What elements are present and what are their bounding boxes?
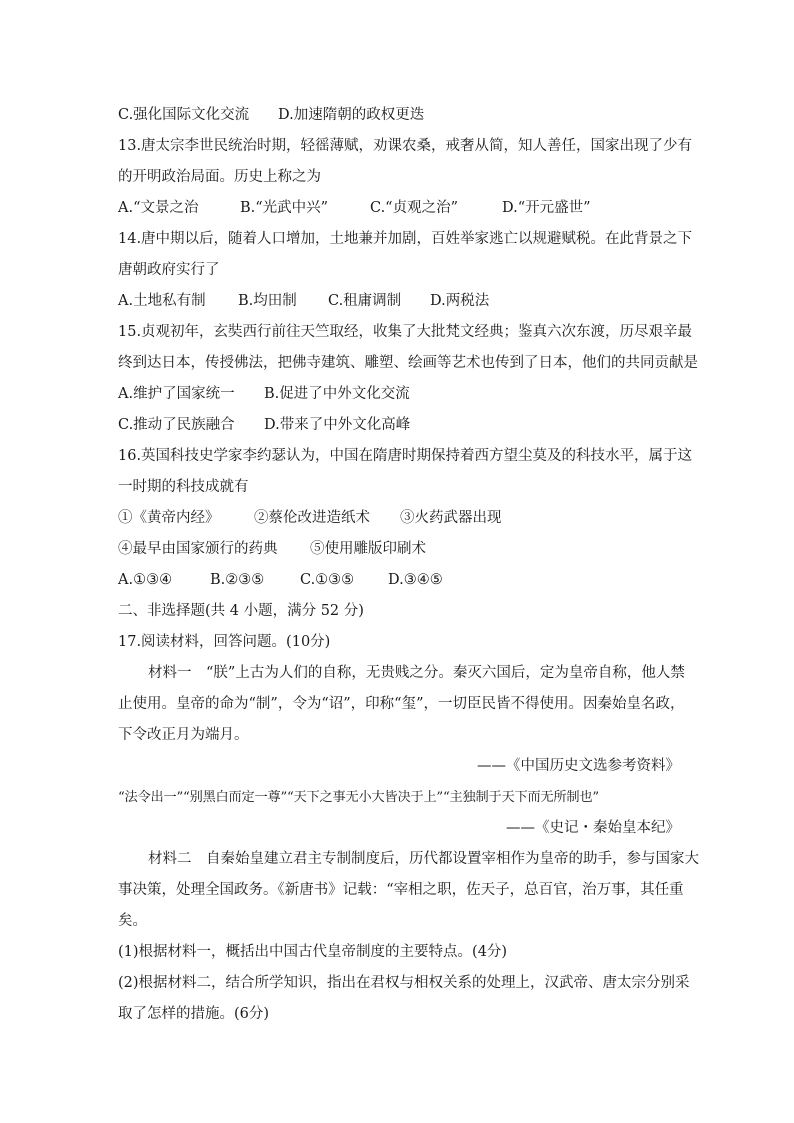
q13-stem-line2: 的开明政治局面。历史上称之为 — [118, 169, 321, 185]
q13-option-b: B.“光武中兴” — [240, 200, 329, 216]
q15-option-c: C.推动了民族融合 — [118, 417, 235, 433]
q12-option-c: C.强化国际文化交流 — [118, 107, 250, 123]
q16-stem-line1: 16.英国科技史学家李约瑟认为，中国在隋唐时期保持着西方望尘莫及的科技水平，属于这 — [118, 448, 693, 464]
q16-option-a: A.①③④ — [118, 572, 173, 588]
q14-option-d: D.两税法 — [430, 293, 490, 309]
q15-stem-line2: 终到达日本，传授佛法，把佛寺建筑、雕塑、绘画等艺术也传到了日本，他们的共同贡献是 — [118, 355, 698, 371]
section2-heading: 二、非选择题(共 4 小题，满分 52 分) — [118, 603, 364, 619]
q12-options-cd — [118, 100, 680, 131]
q12-option-d: D.加速隋朝的政权更迭 — [278, 107, 425, 123]
q16-items-row2 — [118, 534, 680, 565]
q17-stem: 17.阅读材料，回答问题。(10分) — [118, 634, 331, 650]
q16-item-3: ③火药武器出现 — [400, 510, 502, 526]
q13-stem-line1: 13.唐太宗李世民统治时期，轻徭薄赋，劝课农桑，戒奢从简，知人善任，国家出现了少有 — [118, 138, 693, 154]
q13-option-c: C.“贞观之治” — [370, 200, 459, 216]
q16-item-2: ②蔡伦改进造纸术 — [254, 510, 370, 526]
q16-option-c: C.①③⑤ — [300, 572, 355, 588]
q16-item-4: ④最早由国家颁行的药典 — [118, 541, 278, 557]
q14-option-a: A.土地私有制 — [118, 293, 206, 309]
q17-material2-line1: 材料二 自秦始皇建立君主专制制度后，历代都设置宰相作为皇帝的助手，参与国家大 — [148, 851, 699, 867]
q16-options — [118, 565, 680, 596]
q14-stem-line2: 唐朝政府实行了 — [118, 262, 220, 278]
q16-item-1: ①《黄帝内经》 — [118, 510, 220, 526]
q14-option-c: C.租庸调制 — [328, 293, 402, 309]
q17-material2-line3: 矣。 — [118, 913, 147, 929]
q15-option-b: B.促进了中外文化交流 — [264, 386, 410, 402]
q17-quote-line: “法令出一”“别黑白而定一尊”“天下之事无小大皆决于上”“主独制于天下而无所制也” — [118, 790, 599, 805]
q17-material1-line1: 材料一 “朕”上古为人们的自称，无贵贱之分。秦灭六国后，定为皇帝自称，他人禁 — [148, 665, 685, 681]
q14-options — [118, 286, 680, 317]
q13-options — [118, 193, 680, 224]
q17-material2-line2: 事决策，处理全国政务。《新唐书》记载：“宰相之职，佐天子，总百官，治万事，其任重 — [118, 882, 684, 898]
q15-options-ab — [118, 379, 680, 410]
q16-option-b: B.②③⑤ — [210, 572, 265, 588]
q14-stem-line1: 14.唐中期以后，随着人口增加，土地兼并加剧，百姓举家逃亡以规避赋税。在此背景之下 — [118, 231, 693, 247]
q15-option-a: A.维护了国家统一 — [118, 386, 235, 402]
q16-item-5: ⑤使用雕版印刷术 — [310, 541, 426, 557]
exam-page — [118, 100, 699, 1030]
q17-subquestion-2-line1: (2)根据材料二，结合所学知识，指出在君权与相权关系的处理上，汉武帝、唐太宗分别采 — [118, 975, 690, 991]
q17-source2: ——《史记・秦始皇本纪》 — [506, 820, 680, 836]
q17-subquestion-1: (1)根据材料一，概括出中国古代皇帝制度的主要特点。(4分) — [118, 944, 508, 960]
q16-option-d: D.③④⑤ — [388, 572, 443, 588]
q16-items-row1 — [118, 503, 680, 534]
q15-option-d: D.带来了中外文化高峰 — [264, 417, 411, 433]
q13-option-d: D.“开元盛世” — [502, 200, 591, 216]
q14-option-b: B.均田制 — [238, 293, 297, 309]
q17-material1-line2: 止使用。皇帝的命为“制”，令为“诏”，印称“玺”，一切臣民皆不得使用。因秦始皇名政， — [118, 696, 685, 712]
q17-subquestion-2-line2: 取了怎样的措施。(6分) — [118, 1006, 270, 1022]
q15-options-cd — [118, 410, 680, 441]
q17-material1-line3: 下令改正月为端月。 — [118, 727, 249, 743]
q16-stem-line2: 一时期的科技成就有 — [118, 479, 249, 495]
q17-source1: ——《中国历史文选参考资料》 — [477, 758, 680, 774]
q13-option-a: A.“文景之治 — [118, 200, 199, 216]
q15-stem-line1: 15.贞观初年，玄奘西行前往天竺取经，收集了大批梵文经典；鉴真六次东渡，历尽艰辛最 — [118, 324, 693, 340]
